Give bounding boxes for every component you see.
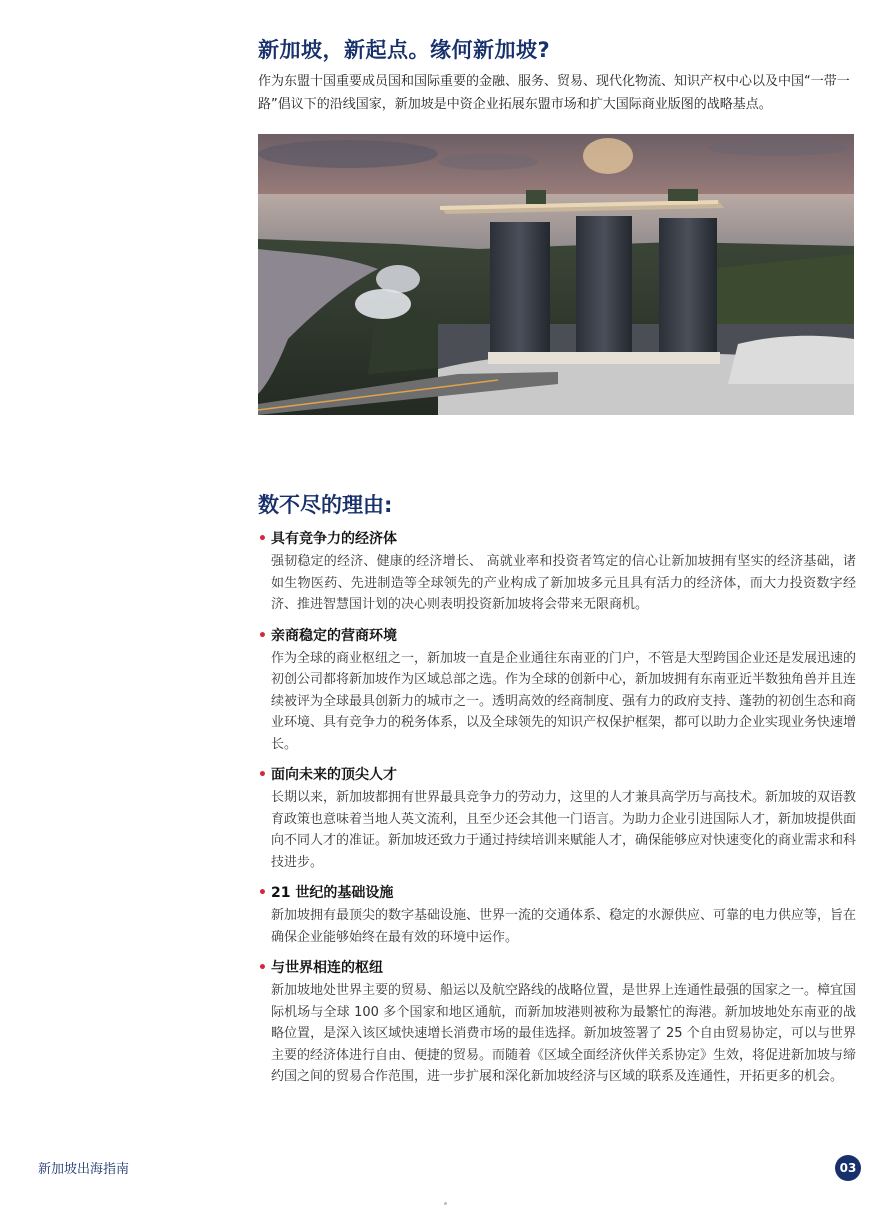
reasons-list	[258, 528, 856, 1097]
reason-body: 强韧稳定的经济、健康的经济增长、 高就业率和投资者笃定的信心让新加坡拥有坚实的经济基础，诸如生物医药、先进制造等全球领先的产业构成了新加坡多元且具有活力的经济体，而大力投资数字经济、推进智慧国计划的决心则表明投资新加坡将会带来无限商机。	[271, 554, 856, 612]
reason-heading: 与世界相连的枢纽	[271, 960, 383, 976]
intro-paragraph: 作为东盟十国重要成员国和国际重要的金融、服务、贸易、现代化物流、知识产权中心以及中国“一带一路”倡议下的沿线国家，新加坡是中资企业拓展东盟市场和扩大国际商业版图的战略基点。	[258, 74, 850, 112]
marina-bay-sands-photo	[258, 134, 854, 415]
reason-body: 长期以来，新加坡都拥有世界最具竞争力的劳动力，这里的人才兼具高学历与高技术。新加坡的双语教育政策也意味着当地人英文流利，且至少还会其他一门语言。为助力企业引进国际人才，新加坡提供面向不同人才的准证。新加坡还致力于通过持续培训来赋能人才，确保能够应对快速变化的商业需求和科技进步。	[271, 790, 857, 870]
bullet-icon: •	[258, 531, 267, 547]
reason-item-talent	[258, 764, 856, 873]
page-number-badge: 03	[835, 1155, 861, 1181]
footer-guide-name: 新加坡出海指南	[38, 1162, 130, 1177]
reason-heading: 亲商稳定的营商环境	[271, 627, 397, 644]
reason-heading: 面向未来的顶尖人才	[271, 767, 397, 783]
reason-item-business-environment	[258, 625, 856, 756]
page-title: 新加坡，新起点。缘何新加坡?	[258, 38, 551, 62]
bullet-icon: •	[258, 627, 267, 644]
reason-item-economy	[258, 528, 856, 616]
reason-heading: 具有竞争力的经济体	[271, 531, 397, 547]
reason-item-infrastructure	[258, 882, 856, 948]
bullet-icon: •	[258, 885, 267, 901]
reason-body: 新加坡拥有最顶尖的数字基础设施、世界一流的交通体系、稳定的水源供应、可靠的电力供应等，旨在确保企业能够始终在最有效的环境中运作。	[271, 908, 857, 945]
reason-item-connectivity	[258, 957, 856, 1088]
reason-body: 作为全球的商业枢纽之一，新加坡一直是企业通往东南亚的门户，不管是大型跨国企业还是发展迅速的初创公司都将新加坡作为区域总部之选。作为全球的创新中心，新加坡拥有东南亚近半数独角兽并且连续被评为全球最具创新力的城市之一。透明高效的经商制度、强有力的政府支持、蓬勃的初创生态和商业环境、具有竞争力的税务体系，以及全球领先的知识产权保护框架，都可以助力企业实现业务快速增长。	[271, 650, 857, 752]
bullet-icon: •	[258, 767, 267, 783]
page-marker-dot	[444, 1202, 447, 1205]
reasons-heading: 数不尽的理由:	[258, 493, 393, 517]
reason-heading: 21 世纪的基础设施	[271, 885, 394, 901]
bullet-icon: •	[258, 960, 267, 976]
reason-body: 新加坡地处世界主要的贸易、船运以及航空路线的战略位置，是世界上连通性最强的国家之一。樟宜国际机场与全球 100 多个国家和地区通航，而新加坡港则被称为最繁忙的海港。新加坡地处东南亚的战略位置，是深入该区域快速增长消费市场的最佳选择。新加坡签署了 25 个自由贸易协定，可以与世界主要的经济体进行自由、便捷的贸易。而随着《区域全面经济伙伴关系协定》生效，将促进新加坡与缔约国之间的贸易合作范围，进一步扩展和深化新加坡经济与区域的联系及连通性，开拓更多的机会。	[271, 983, 857, 1084]
